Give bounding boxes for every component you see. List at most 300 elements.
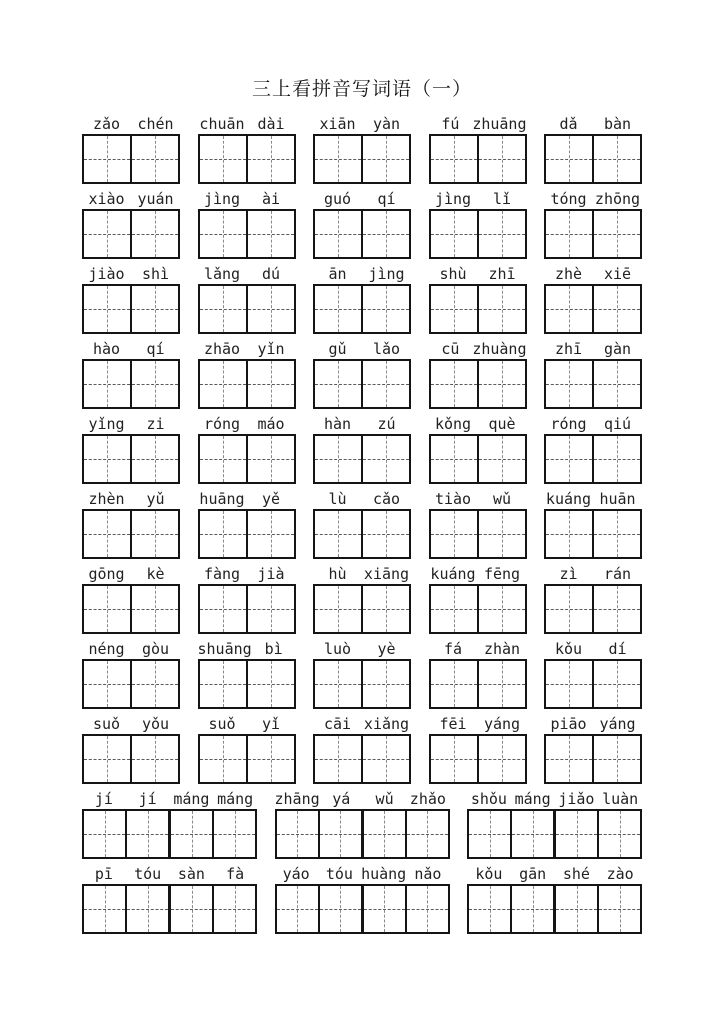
pinyin-word xyxy=(198,112,296,132)
writing-cell[interactable] xyxy=(361,136,409,182)
writing-cell[interactable] xyxy=(405,811,448,857)
pinyin-word xyxy=(544,487,642,507)
writing-cell[interactable] xyxy=(361,286,409,332)
writing-cell-group xyxy=(429,434,527,484)
writing-cell[interactable] xyxy=(592,136,640,182)
pinyin-syllable: shuāng xyxy=(197,640,252,658)
pinyin-word xyxy=(313,712,411,732)
pinyin-syllable: zhèn xyxy=(88,490,125,508)
word-block xyxy=(313,562,411,634)
writing-cell[interactable] xyxy=(200,211,246,257)
pinyin-syllable: luò xyxy=(323,640,352,658)
pinyin-syllable: tiào xyxy=(434,490,472,508)
pinyin-syllable: zhōng xyxy=(594,190,641,208)
writing-cell[interactable] xyxy=(431,361,477,407)
pinyin-syllable: bì xyxy=(264,640,283,658)
writing-cell[interactable] xyxy=(361,811,405,857)
word-block xyxy=(429,637,527,709)
pinyin-syllable: tóu xyxy=(134,865,162,883)
word-block xyxy=(313,262,411,334)
pinyin-syllable: gǔ xyxy=(328,340,347,358)
pinyin-syllable: xiān xyxy=(319,115,356,133)
pinyin-word xyxy=(275,862,450,882)
pinyin-word xyxy=(313,487,411,507)
writing-cell-group xyxy=(467,884,642,934)
writing-cell[interactable] xyxy=(318,811,361,857)
writing-cell[interactable] xyxy=(477,736,525,782)
writing-cell[interactable] xyxy=(361,436,409,482)
writing-cell[interactable] xyxy=(200,436,246,482)
pinyin-syllable: máng xyxy=(173,790,210,808)
word-block xyxy=(198,262,296,334)
writing-cell[interactable] xyxy=(546,661,592,707)
pinyin-word xyxy=(429,337,527,357)
pinyin-syllable: zhāo xyxy=(203,340,241,358)
word-block xyxy=(429,262,527,334)
writing-cell[interactable] xyxy=(477,136,525,182)
word-block xyxy=(544,337,642,409)
word-block xyxy=(82,712,180,784)
writing-cell[interactable] xyxy=(212,886,255,932)
writing-cell[interactable] xyxy=(125,811,168,857)
writing-cell[interactable] xyxy=(130,211,178,257)
pinyin-syllable: huàng xyxy=(361,865,407,883)
writing-cell-group xyxy=(198,284,296,334)
writing-cell[interactable] xyxy=(546,586,592,632)
writing-cell[interactable] xyxy=(168,886,212,932)
pinyin-syllable: zhī xyxy=(554,340,583,358)
pinyin-syllable: yè xyxy=(377,640,396,658)
pinyin-syllable: wǔ xyxy=(375,790,394,808)
writing-cell[interactable] xyxy=(592,436,640,482)
pinyin-syllable: zhāng xyxy=(274,790,320,808)
pinyin-syllable: jí xyxy=(94,790,113,808)
pinyin-word xyxy=(198,187,296,207)
writing-cell[interactable] xyxy=(200,361,246,407)
writing-cell-group xyxy=(82,809,257,859)
pinyin-syllable: qí xyxy=(377,190,396,208)
writing-cell-group xyxy=(82,884,257,934)
writing-cell[interactable] xyxy=(200,736,246,782)
writing-cell-group xyxy=(429,584,527,634)
pinyin-word xyxy=(429,262,527,282)
writing-cell-group xyxy=(82,434,180,484)
writing-cell[interactable] xyxy=(361,361,409,407)
pinyin-syllable: jià xyxy=(257,565,285,583)
writing-cell[interactable] xyxy=(553,811,597,857)
writing-cell[interactable] xyxy=(361,661,409,707)
writing-cell[interactable] xyxy=(592,361,640,407)
writing-cell[interactable] xyxy=(246,511,294,557)
writing-cell-group xyxy=(544,584,642,634)
word-block xyxy=(275,787,450,859)
pinyin-syllable: zhuāng xyxy=(472,115,527,133)
pinyin-syllable: dài xyxy=(257,115,285,133)
writing-cell-group xyxy=(429,659,527,709)
word-block xyxy=(198,637,296,709)
writing-cell[interactable] xyxy=(477,661,525,707)
pinyin-word xyxy=(544,112,642,132)
word-block xyxy=(544,487,642,559)
writing-cell[interactable] xyxy=(125,886,168,932)
writing-cell-group xyxy=(429,134,527,184)
pinyin-syllable: bàn xyxy=(603,115,632,133)
pinyin-syllable: xiào xyxy=(88,190,125,208)
pinyin-word xyxy=(82,862,257,882)
writing-cell[interactable] xyxy=(510,811,553,857)
writing-cell-group xyxy=(198,359,296,409)
word-block xyxy=(82,787,257,859)
pinyin-syllable: nǎo xyxy=(414,865,442,883)
writing-cell[interactable] xyxy=(477,211,525,257)
writing-cell[interactable] xyxy=(84,661,130,707)
writing-cell[interactable] xyxy=(546,361,592,407)
writing-cell[interactable] xyxy=(200,511,246,557)
writing-cell[interactable] xyxy=(477,286,525,332)
writing-cell-group xyxy=(198,734,296,784)
writing-cell[interactable] xyxy=(361,211,409,257)
writing-cell-group xyxy=(429,284,527,334)
writing-cell[interactable] xyxy=(212,811,255,857)
writing-cell[interactable] xyxy=(84,586,130,632)
pinyin-word xyxy=(313,412,411,432)
pinyin-syllable: fēi xyxy=(439,715,467,733)
pinyin-syllable: hào xyxy=(92,340,121,358)
writing-cell[interactable] xyxy=(431,211,477,257)
pinyin-word xyxy=(82,412,180,432)
writing-cell[interactable] xyxy=(477,436,525,482)
pinyin-syllable: shù xyxy=(439,265,467,283)
pinyin-syllable: yǐn xyxy=(257,340,285,358)
word-block xyxy=(544,262,642,334)
writing-cell[interactable] xyxy=(84,811,125,857)
word-block xyxy=(82,562,180,634)
pinyin-syllable: zì xyxy=(559,565,578,583)
pinyin-syllable: kuáng xyxy=(545,490,592,508)
word-block xyxy=(82,262,180,334)
pinyin-syllable: yáng xyxy=(599,715,636,733)
writing-cell[interactable] xyxy=(84,436,130,482)
writing-cell-group xyxy=(82,584,180,634)
pinyin-syllable: tóu xyxy=(325,865,353,883)
word-block xyxy=(544,712,642,784)
writing-cell[interactable] xyxy=(592,661,640,707)
pinyin-syllable: fà xyxy=(226,865,245,883)
writing-cell[interactable] xyxy=(200,136,246,182)
writing-cell[interactable] xyxy=(84,886,125,932)
writing-cell[interactable] xyxy=(431,286,477,332)
writing-cell[interactable] xyxy=(592,211,640,257)
writing-cell[interactable] xyxy=(546,736,592,782)
pinyin-syllable: máo xyxy=(257,415,285,433)
word-block xyxy=(82,487,180,559)
writing-cell[interactable] xyxy=(592,586,640,632)
pinyin-syllable: kǒu xyxy=(554,640,583,658)
pinyin-word xyxy=(82,187,180,207)
pinyin-syllable: zhè xyxy=(554,265,583,283)
writing-cell[interactable] xyxy=(315,586,361,632)
word-block xyxy=(429,562,527,634)
writing-cell[interactable] xyxy=(592,736,640,782)
writing-cell-group xyxy=(544,284,642,334)
pinyin-word xyxy=(429,112,527,132)
pinyin-syllable: xiǎng xyxy=(363,715,410,733)
writing-cell[interactable] xyxy=(277,811,318,857)
writing-cell[interactable] xyxy=(200,661,246,707)
pinyin-syllable: zú xyxy=(377,415,396,433)
writing-cell[interactable] xyxy=(431,511,477,557)
pinyin-syllable: róng xyxy=(203,415,241,433)
pinyin-word xyxy=(198,712,296,732)
writing-cell-group xyxy=(313,509,411,559)
writing-cell[interactable] xyxy=(246,136,294,182)
writing-cell-group xyxy=(313,359,411,409)
pinyin-syllable: pī xyxy=(94,865,113,883)
pinyin-word xyxy=(313,562,411,582)
writing-cell[interactable] xyxy=(510,886,553,932)
word-row xyxy=(82,262,642,334)
writing-cell[interactable] xyxy=(200,286,246,332)
writing-cell[interactable] xyxy=(592,286,640,332)
word-block xyxy=(313,487,411,559)
pinyin-syllable: zào xyxy=(606,865,634,883)
word-row xyxy=(82,412,642,484)
writing-cell[interactable] xyxy=(546,211,592,257)
pinyin-word xyxy=(313,262,411,282)
writing-cell[interactable] xyxy=(361,511,409,557)
writing-cell[interactable] xyxy=(361,586,409,632)
pinyin-syllable: xiāng xyxy=(363,565,410,583)
writing-cell-group xyxy=(82,134,180,184)
pinyin-syllable: hù xyxy=(328,565,347,583)
writing-cell-group xyxy=(313,134,411,184)
writing-cell[interactable] xyxy=(246,286,294,332)
word-block xyxy=(313,187,411,259)
writing-cell[interactable] xyxy=(315,286,361,332)
pinyin-syllable: lǎo xyxy=(372,340,401,358)
writing-cell-group xyxy=(313,434,411,484)
pinyin-syllable: yàn xyxy=(372,115,401,133)
writing-cell[interactable] xyxy=(130,736,178,782)
pinyin-syllable: shì xyxy=(141,265,170,283)
pinyin-syllable: zi xyxy=(146,415,165,433)
pinyin-syllable: shǒu xyxy=(470,790,507,808)
writing-cell-group xyxy=(313,209,411,259)
pinyin-word xyxy=(544,637,642,657)
writing-cell[interactable] xyxy=(477,361,525,407)
page-title: 三上看拼音写词语（一） xyxy=(251,79,472,100)
writing-cell[interactable] xyxy=(246,736,294,782)
writing-cell[interactable] xyxy=(318,886,361,932)
pinyin-syllable: cū xyxy=(441,340,460,358)
word-block xyxy=(313,112,411,184)
word-block xyxy=(198,112,296,184)
word-block xyxy=(82,412,180,484)
writing-cell-group xyxy=(544,659,642,709)
word-block xyxy=(544,187,642,259)
writing-cell[interactable] xyxy=(130,361,178,407)
writing-cell[interactable] xyxy=(84,361,130,407)
pinyin-syllable: fēng xyxy=(483,565,521,583)
pinyin-syllable: yáo xyxy=(282,865,310,883)
pinyin-syllable: chén xyxy=(137,115,174,133)
writing-cell-group xyxy=(544,509,642,559)
pinyin-syllable: yě xyxy=(261,490,281,508)
writing-cell[interactable] xyxy=(130,136,178,182)
word-block xyxy=(429,337,527,409)
pinyin-word xyxy=(544,562,642,582)
pinyin-word xyxy=(82,487,180,507)
writing-cell[interactable] xyxy=(546,286,592,332)
word-block xyxy=(429,712,527,784)
writing-cell-group xyxy=(313,734,411,784)
writing-cell[interactable] xyxy=(246,661,294,707)
writing-cell[interactable] xyxy=(597,811,640,857)
pinyin-syllable: huān xyxy=(599,490,636,508)
pinyin-syllable: sàn xyxy=(177,865,205,883)
writing-cell-group xyxy=(82,659,180,709)
writing-cell[interactable] xyxy=(246,361,294,407)
pinyin-word xyxy=(82,337,180,357)
pinyin-syllable: lù xyxy=(328,490,347,508)
writing-cell-group xyxy=(198,209,296,259)
word-block xyxy=(82,187,180,259)
writing-cell[interactable] xyxy=(405,886,448,932)
writing-cell-group xyxy=(313,584,411,634)
pinyin-syllable: zhǎo xyxy=(409,790,446,808)
writing-cell[interactable] xyxy=(546,436,592,482)
pinyin-word xyxy=(82,787,257,807)
writing-cell[interactable] xyxy=(130,511,178,557)
writing-cell[interactable] xyxy=(431,586,477,632)
word-row xyxy=(82,637,642,709)
word-block xyxy=(467,787,642,859)
writing-cell-group xyxy=(429,359,527,409)
word-block xyxy=(544,637,642,709)
pinyin-syllable: jí xyxy=(138,790,157,808)
writing-cell[interactable] xyxy=(130,586,178,632)
word-row xyxy=(82,187,642,259)
pinyin-syllable: ān xyxy=(328,265,347,283)
pinyin-word xyxy=(198,562,296,582)
writing-cell[interactable] xyxy=(130,661,178,707)
pinyin-syllable: jìng xyxy=(203,190,241,208)
writing-cell-group xyxy=(544,134,642,184)
pinyin-syllable: kǒng xyxy=(434,415,472,433)
writing-cell[interactable] xyxy=(84,511,130,557)
writing-cell[interactable] xyxy=(431,136,477,182)
writing-cell[interactable] xyxy=(246,436,294,482)
writing-cell[interactable] xyxy=(315,136,361,182)
pinyin-word xyxy=(82,562,180,582)
pinyin-syllable: dú xyxy=(261,265,281,283)
word-block xyxy=(198,412,296,484)
writing-cell[interactable] xyxy=(315,361,361,407)
writing-cell-group xyxy=(82,734,180,784)
pinyin-syllable: jìng xyxy=(368,265,405,283)
writing-cell[interactable] xyxy=(84,736,130,782)
writing-cell[interactable] xyxy=(553,886,597,932)
word-block xyxy=(544,562,642,634)
writing-cell[interactable] xyxy=(597,886,640,932)
writing-cell[interactable] xyxy=(315,436,361,482)
writing-cell[interactable] xyxy=(246,211,294,257)
writing-cell[interactable] xyxy=(477,511,525,557)
writing-cell[interactable] xyxy=(431,436,477,482)
writing-cell[interactable] xyxy=(469,886,510,932)
writing-cell[interactable] xyxy=(168,811,212,857)
pinyin-syllable: tóng xyxy=(550,190,587,208)
writing-cell[interactable] xyxy=(546,136,592,182)
writing-cell[interactable] xyxy=(592,511,640,557)
pinyin-syllable: cāi xyxy=(323,715,352,733)
pinyin-syllable: gàn xyxy=(603,340,632,358)
word-block xyxy=(198,187,296,259)
writing-cell[interactable] xyxy=(84,286,130,332)
pinyin-syllable: cǎo xyxy=(372,490,401,508)
writing-cell[interactable] xyxy=(84,136,130,182)
pinyin-syllable: qiú xyxy=(603,415,632,433)
pinyin-syllable: yǐ xyxy=(261,715,281,733)
pinyin-word xyxy=(313,112,411,132)
word-block xyxy=(275,862,450,934)
writing-cell[interactable] xyxy=(277,886,318,932)
word-block xyxy=(82,337,180,409)
pinyin-word xyxy=(313,637,411,657)
pinyin-syllable: huāng xyxy=(199,490,245,508)
pinyin-word xyxy=(467,862,642,882)
pinyin-syllable: dí xyxy=(608,640,627,658)
writing-cell[interactable] xyxy=(130,286,178,332)
word-row xyxy=(82,562,642,634)
word-block xyxy=(313,712,411,784)
writing-cell[interactable] xyxy=(200,586,246,632)
writing-cell[interactable] xyxy=(361,736,409,782)
word-row xyxy=(82,712,642,784)
writing-cell-group xyxy=(275,884,450,934)
writing-cell[interactable] xyxy=(84,211,130,257)
writing-cell[interactable] xyxy=(246,586,294,632)
writing-cell[interactable] xyxy=(431,736,477,782)
pinyin-syllable: yuán xyxy=(137,190,174,208)
pinyin-word xyxy=(429,487,527,507)
word-row xyxy=(82,787,642,859)
pinyin-syllable: néng xyxy=(88,640,125,658)
pinyin-syllable: guó xyxy=(323,190,352,208)
writing-cell-group xyxy=(198,659,296,709)
writing-cell[interactable] xyxy=(315,661,361,707)
writing-cell[interactable] xyxy=(315,736,361,782)
pinyin-syllable: zǎo xyxy=(92,115,121,133)
pinyin-syllable: jiǎo xyxy=(558,790,595,808)
writing-cell[interactable] xyxy=(315,511,361,557)
pinyin-word xyxy=(544,262,642,282)
writing-cell[interactable] xyxy=(130,436,178,482)
writing-cell[interactable] xyxy=(546,511,592,557)
writing-cell-group xyxy=(82,209,180,259)
word-row xyxy=(82,112,642,184)
writing-cell[interactable] xyxy=(469,811,510,857)
word-block xyxy=(429,187,527,259)
writing-cell[interactable] xyxy=(477,586,525,632)
pinyin-syllable: zhuàng xyxy=(472,340,527,358)
writing-cell[interactable] xyxy=(431,661,477,707)
word-block xyxy=(429,412,527,484)
pinyin-word xyxy=(429,187,527,207)
writing-cell[interactable] xyxy=(361,886,405,932)
pinyin-word xyxy=(429,712,527,732)
writing-cell[interactable] xyxy=(315,211,361,257)
